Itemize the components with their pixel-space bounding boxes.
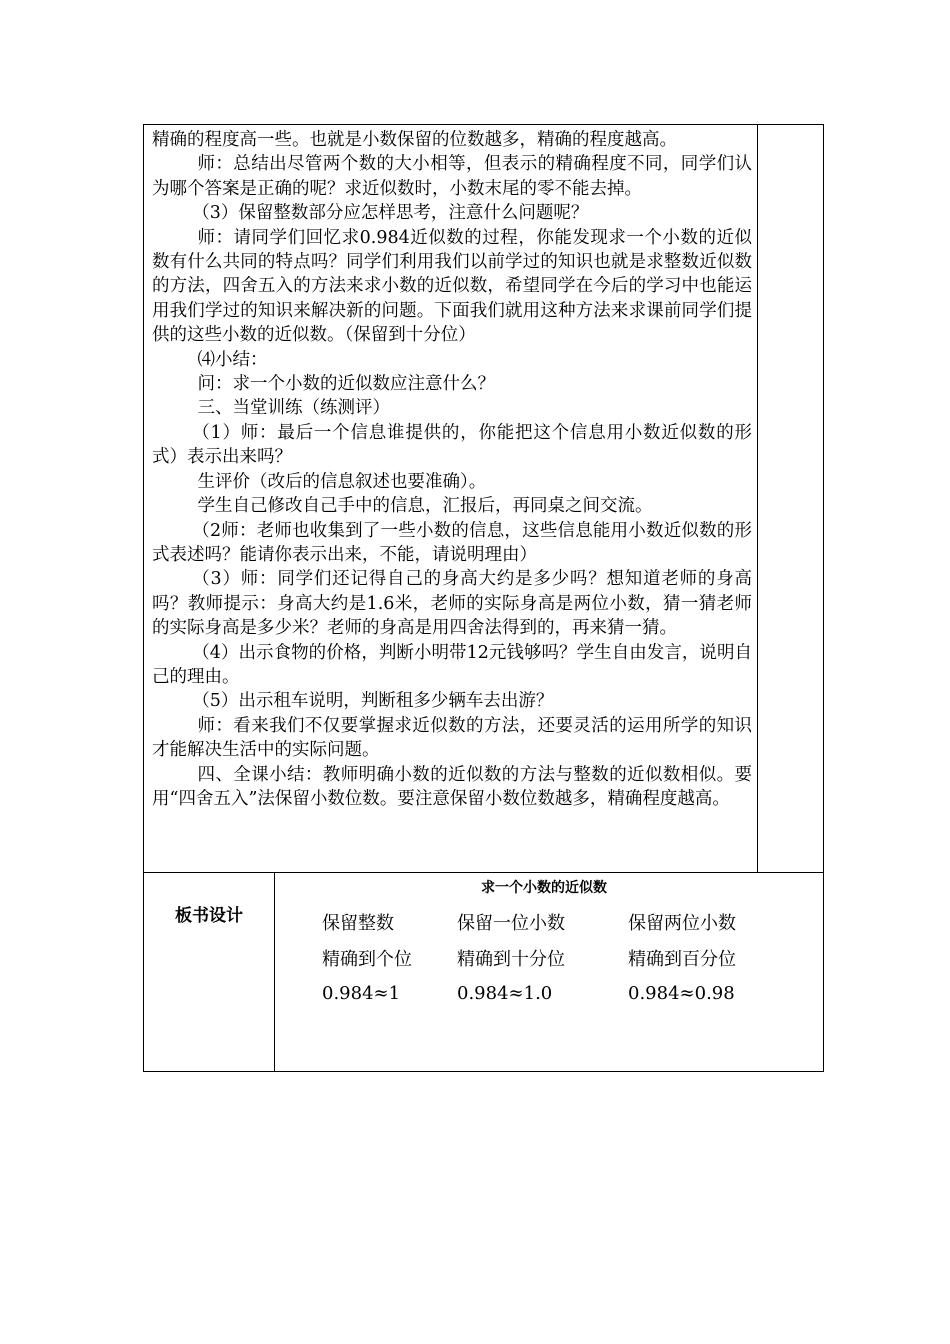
lesson-paragraph: （4）出示食物的价格，判断小明带12元钱够吗？学生自由发言，说明自己的理由。 [152, 642, 752, 687]
lesson-paragraph: （1）师：最后一个信息谁提供的，你能把这个信息用小数近似数的形式）表示出来吗？ [152, 422, 752, 468]
board-col2-heading: 保留一位小数 [457, 913, 565, 934]
lesson-paragraph: （3）保留整数部分应怎样思考，注意什么问题呢？ [192, 203, 589, 224]
board-col2-example: 0.984≈1.0 [457, 983, 553, 1004]
lesson-paragraph: （2师：老师也收集到了一些小数的信息，这些信息能用小数近似数的形式表述吗？能请你表示出来，不能，请说明理由） [152, 520, 752, 565]
board-col1-precision: 精确到个位 [322, 949, 412, 970]
board-col1-example: 0.984≈1 [322, 983, 401, 1004]
lesson-paragraph: 师：看来我们不仅要掌握求近似数的方法，还要灵活的运用所学的知识才能解决生活中的实际问题。 [152, 715, 752, 761]
lesson-paragraph: 精确的程度高一些。也就是小数保留的位数越多，精确的程度越高。 [152, 130, 677, 150]
board-col2-precision: 精确到十分位 [457, 949, 565, 970]
lesson-paragraph: 问：求一个小数的近似数应注意什么？ [197, 374, 495, 395]
board-design-label: 板书设计 [175, 906, 243, 926]
lesson-paragraph: （5）出示租车说明，判断租多少辆车去出游？ [192, 691, 554, 712]
board-col3-example: 0.984≈0.98 [628, 983, 735, 1004]
board-row-divider [143, 872, 824, 873]
lesson-process-text [152, 128, 752, 811]
lesson-paragraph: 学生自己修改自己手中的信息，汇报后，再同桌之间交流。 [197, 496, 653, 517]
board-col1-heading: 保留整数 [322, 913, 394, 934]
lesson-paragraph: ⑷小结： [197, 349, 268, 370]
board-col3-precision: 精确到百分位 [628, 949, 736, 970]
lesson-paragraph: （3）师：同学们还记得自己的身高大约是多少吗？想知道老师的身高吗？教师提示：身高大约是1.6米，老师的实际身高是两位小数，猜一猜老师的实际身高是多少米？老师的身高是用四舍法得到的，再来猜一猜。 [152, 569, 752, 639]
lesson-paragraph: 生评价（改后的信息叙述也要准确）。 [197, 471, 487, 492]
board-col3-heading: 保留两位小数 [628, 913, 736, 934]
lesson-paragraph: 师：总结出尽管两个数的大小相等，但表示的精确程度不同，同学们认为哪个答案是正确的呢？求近似数时，小数末尾的零不能去掉。 [152, 154, 752, 199]
board-title: 求一个小数的近似数 [481, 880, 607, 896]
lesson-paragraph: 三、当堂训练（练测评） [197, 398, 390, 419]
lesson-paragraph: 师：请同学们回忆求0.984近似数的过程，你能发现求一个小数的近似数有什么共同的特点吗？同学们利用我们以前学过的知识也就是求整数近似数的方法，四舍五入的方法来求小数的近似数，希望同学在今后的学习中也能运用我们学过的知识来解决新的问题。下面我们就用这种方法来求课前同学们提供的这些小数的近似数。（保留到十分位） [152, 227, 752, 346]
right-column-divider [757, 124, 758, 872]
board-label-divider [274, 872, 275, 1072]
lesson-paragraph: 四、全课小结：教师明确小数的近似数的方法与整数的近似数相似。要用“四舍五入”法保留小数位数。要注意保留小数位数越多，精确程度越高。 [152, 764, 752, 809]
